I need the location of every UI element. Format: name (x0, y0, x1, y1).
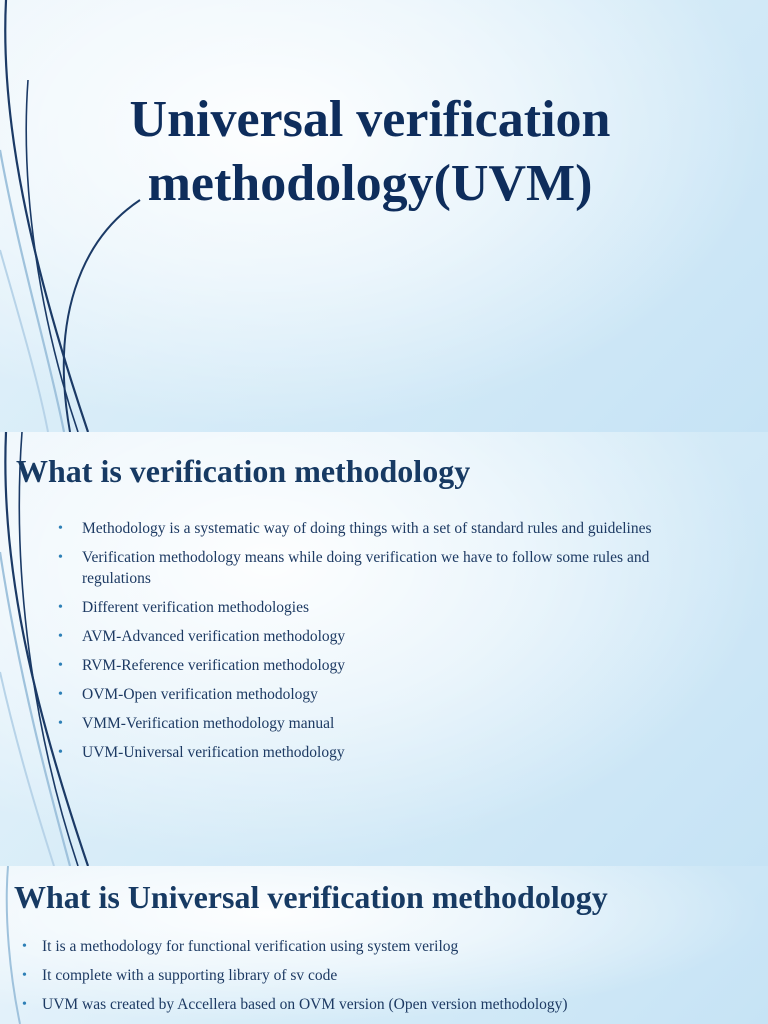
list-item (56, 655, 696, 676)
section-title: What is verification methodology (16, 453, 471, 489)
list-item (56, 684, 696, 705)
bullet-icon: • (22, 997, 27, 1012)
list-item-text: UVM was created by Accellera based on OVM version (Open version methodology) (42, 996, 568, 1013)
section-title: What is Universal verification methodology (14, 879, 608, 915)
bullet-icon: • (58, 745, 63, 760)
bullet-icon: • (22, 968, 27, 983)
list-item (20, 965, 760, 986)
slide-what-is-verification-methodology (0, 432, 768, 866)
list-item (56, 742, 696, 763)
bullet-icon: • (58, 629, 63, 644)
bullet-icon: • (58, 521, 63, 536)
bullet-icon: • (58, 550, 63, 565)
list-item-text: UVM-Universal verification methodology (82, 744, 345, 761)
list-item-text: Different verification methodologies (82, 599, 309, 616)
list-item-text: VMM-Verification methodology manual (82, 715, 335, 732)
bullet-list (56, 518, 696, 771)
list-item (20, 994, 760, 1015)
list-item-text: It is a methodology for functional verification using system verilog (42, 938, 459, 955)
list-item (56, 518, 696, 539)
bullet-icon: • (58, 658, 63, 673)
list-item-text: Methodology is a systematic way of doing things with a set of standard rules and guidelines (82, 520, 652, 537)
bullet-icon: • (58, 687, 63, 702)
list-item (56, 597, 696, 618)
list-item-text: Verification methodology means while doing verification we have to follow some rules and regulations (82, 549, 650, 587)
bullet-list (20, 936, 760, 1023)
bullet-icon: • (58, 716, 63, 731)
slide-what-is-uvm (0, 866, 768, 1024)
list-item-text: OVM-Open verification methodology (82, 686, 318, 703)
list-item-text: RVM-Reference verification methodology (82, 657, 346, 674)
list-item-text: It complete with a supporting library of sv code (42, 967, 338, 984)
list-item-text: AVM-Advanced verification methodology (82, 628, 346, 645)
swoosh-decoration (0, 0, 200, 432)
list-item (56, 547, 696, 589)
list-item (20, 936, 760, 957)
list-item (56, 626, 696, 647)
list-item (56, 713, 696, 734)
bullet-icon: • (58, 600, 63, 615)
bullet-icon: • (22, 939, 27, 954)
slide-title (0, 0, 768, 432)
presentation-title: Universal verification methodology(UVM) (129, 91, 611, 212)
